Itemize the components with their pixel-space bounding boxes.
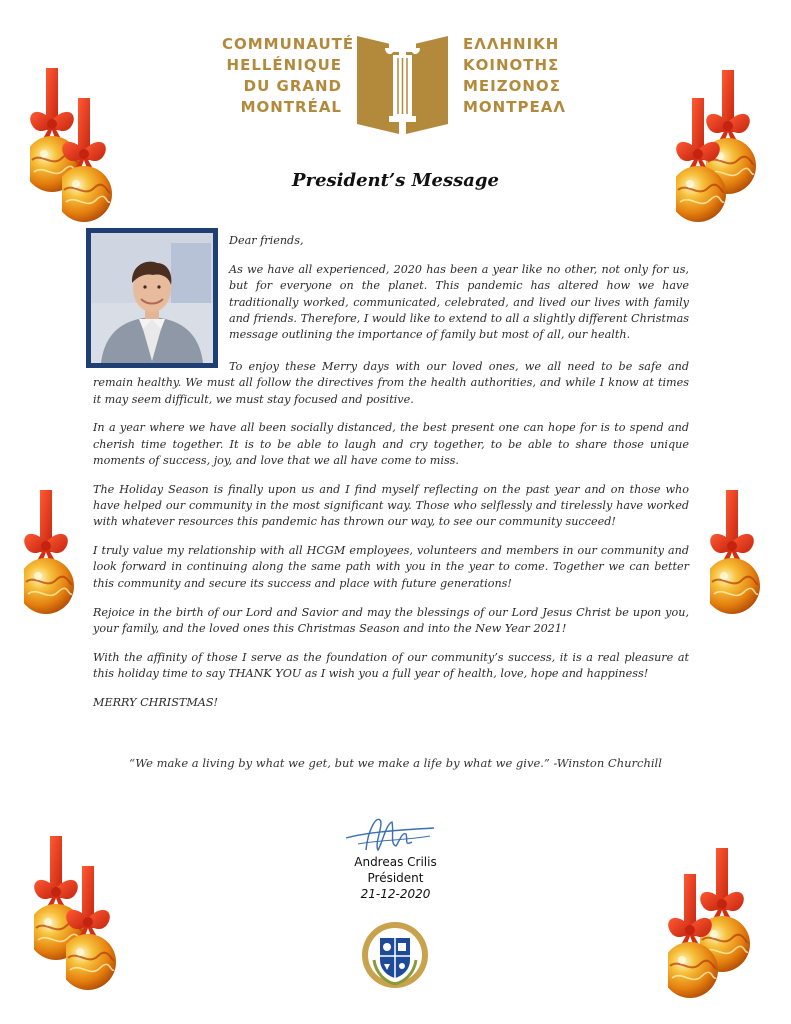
signatory-name: Andreas Crilis xyxy=(354,855,437,869)
letter-paragraph: With the affinity of those I serve as the foundation of our community’s success, it is a real pleasure at this holiday time to say THANK YOU as I wish you a full year of health, love, hope and happiness! xyxy=(93,650,689,680)
letter-paragraph: To enjoy these Merry days with our loved ones, we all need to be safe and remain healthy. We must all follow the directives from the health authorities, and while I know at times it may seem difficult, we must stay focused and positive. xyxy=(93,360,689,406)
logo-line: HELLÉNIQUE xyxy=(226,56,342,74)
logo-text-greek xyxy=(463,34,583,118)
president-portrait xyxy=(86,228,218,368)
christmas-bauble-icon xyxy=(24,490,74,620)
letter-paragraph: I truly value my relationship with all HCGM employees, volunteers and members in our community and look forward in continuing along the same path with you in the year to come. Together we can better this community and secure its success and place with future generations! xyxy=(93,544,689,590)
letter-greeting: Dear friends, xyxy=(229,234,304,247)
signature-date: 21-12-2020 xyxy=(360,887,431,901)
christmas-bauble-icon xyxy=(710,490,760,620)
letter-paragraph: Rejoice in the birth of our Lord and Savior and may the blessings of our Lord Jesus Christ be upon you, your family, and the loved ones this Christmas Season and into the New Year 2021! xyxy=(93,605,689,635)
letter-paragraph: As we have all experienced, 2020 has been a year like no other, not only for us, but for everyone on the planet. This pandemic has altered how we have traditionally worked, communicated, celebrated, and lived our lives with family and friends. Therefore, I would like to extend to all a slightly different Christmas message outlining the importance of family but most of all, our health. xyxy=(229,263,689,342)
logo-line: ΕΛΛΗΝΙΚΗ xyxy=(463,35,560,53)
logo-line: MONTRÉAL xyxy=(240,98,342,116)
portrait-image xyxy=(91,233,213,363)
christmas-bauble-icon xyxy=(676,98,726,228)
letter-paragraph: The Holiday Season is finally upon us and I find myself reflecting on the past year and on those who have helped our community in the most significant way. Those who selflessly and tirelessly have worked with whatever resources this pandemic has thrown our way, to see our community succeed! xyxy=(93,482,689,529)
logo-book-column-icon xyxy=(355,28,450,136)
logo-line: ΜΕΙΖΟΝΟΣ xyxy=(463,77,561,95)
community-seal-icon xyxy=(360,920,430,990)
letter-closing: MERRY CHRISTMAS! xyxy=(93,695,219,709)
logo-line: ΚΟΙΝΟΤΗΣ xyxy=(463,56,560,74)
christmas-bauble-icon xyxy=(668,874,718,1004)
signatory-title: Président xyxy=(367,871,424,885)
logo-line: COMMUNAUTÉ xyxy=(222,35,355,53)
letter-body xyxy=(93,359,689,724)
handwritten-signature xyxy=(338,810,438,860)
logo-text-french xyxy=(222,34,355,118)
logo-line: ΜΟΝΤΡΕΑΛ xyxy=(463,98,566,116)
christmas-bauble-icon xyxy=(66,866,116,996)
logo-line: DU GRAND xyxy=(243,77,342,95)
letter-paragraph: In a year where we have all been socially distanced, the best present one can hope for is to spend and cherish time together. It is to be able to laugh and cry together, to be able to share those unique moments of success, joy, and love that we all have come to miss. xyxy=(93,421,689,467)
christmas-bauble-icon xyxy=(62,98,112,228)
closing-quote: “We make a living by what we get, but we make a life by what we give.” -Winston Churchill xyxy=(129,756,662,770)
page-title: President’s Message xyxy=(292,170,499,191)
